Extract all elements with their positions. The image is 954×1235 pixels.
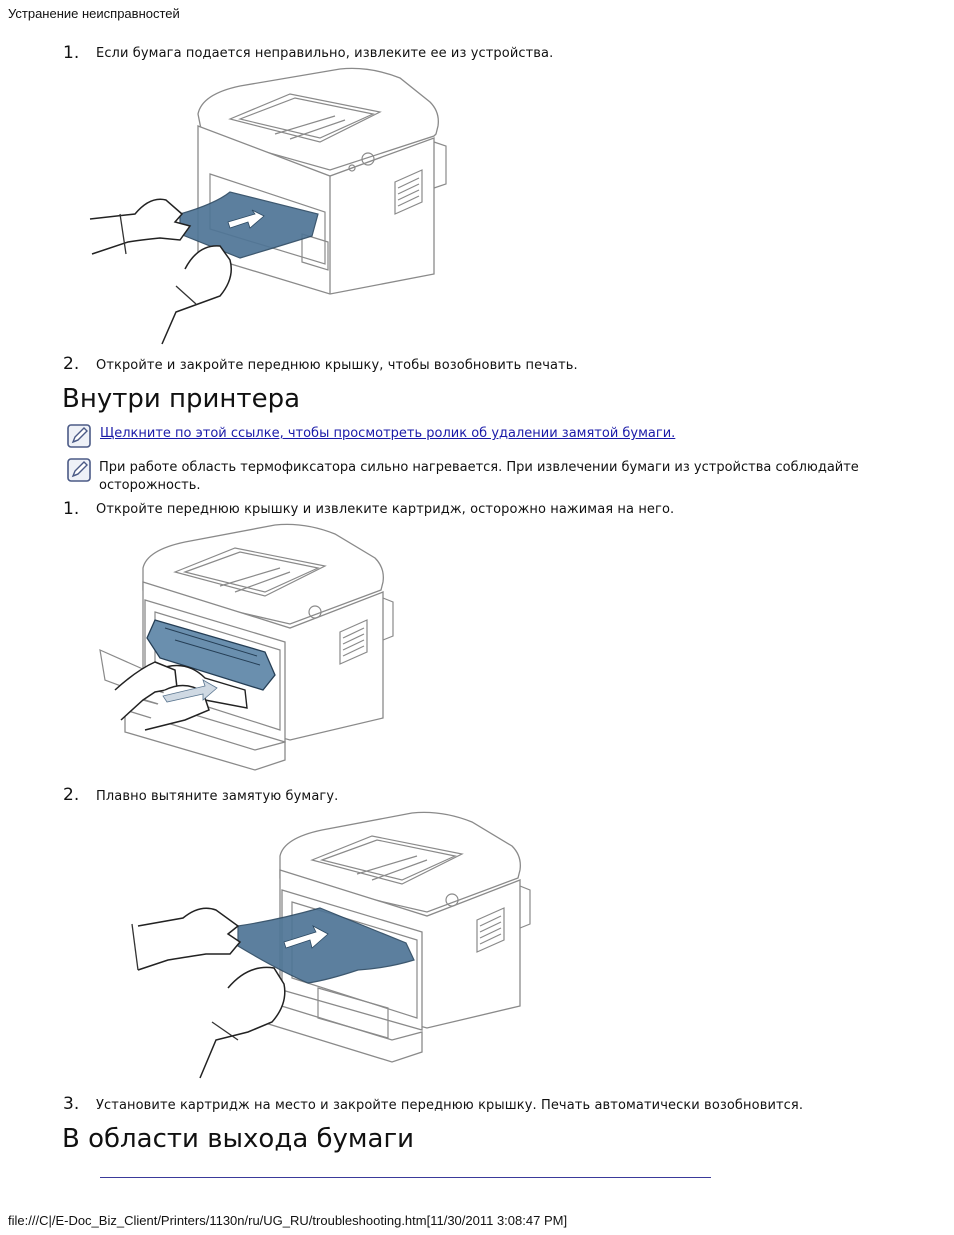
step-text: Плавно вытяните замятую бумагу. (96, 789, 339, 804)
step-number: 1. (63, 499, 80, 519)
page-header-title: Устранение неисправностей (8, 6, 180, 21)
illustration-remove-cartridge (85, 520, 405, 780)
illustration-pull-paper-front (80, 64, 460, 354)
note-icon (67, 424, 92, 449)
step-text: Откройте переднюю крышку и извлеките картридж, осторожно нажимая на него. (96, 502, 675, 517)
step-text: Откройте и закройте переднюю крышку, чтобы возобновить печать. (96, 358, 578, 373)
step-number: 2. (63, 785, 80, 805)
illustration-pull-paper-inside (88, 808, 528, 1088)
step-text: Установите картридж на место и закройте переднюю крышку. Печать автоматически возобновится. (96, 1098, 804, 1113)
footer-path: file:///C|/E-Doc_Biz_Client/Printers/1130n/ru/UG_RU/troubleshooting.htm[11/30/2011 3:08:47 PM] (8, 1213, 568, 1228)
caution-note-text: При работе область термофиксатора сильно нагревается. При извлечении бумаги из устройства соблюдайте осторожность. (99, 460, 859, 493)
divider-line (100, 1177, 711, 1178)
note-icon (67, 458, 92, 483)
step-text: Если бумага подается неправильно, извлеките ее из устройства. (96, 46, 554, 61)
step-number: 3. (63, 1094, 80, 1114)
step-number: 1. (63, 43, 80, 63)
video-link[interactable]: Щелкните по этой ссылке, чтобы просмотреть ролик об удалении замятой бумаги. (100, 426, 676, 441)
section-heading: Внутри принтера (62, 384, 301, 414)
step-number: 2. (63, 354, 80, 374)
section-heading: В области выхода бумаги (62, 1124, 415, 1154)
